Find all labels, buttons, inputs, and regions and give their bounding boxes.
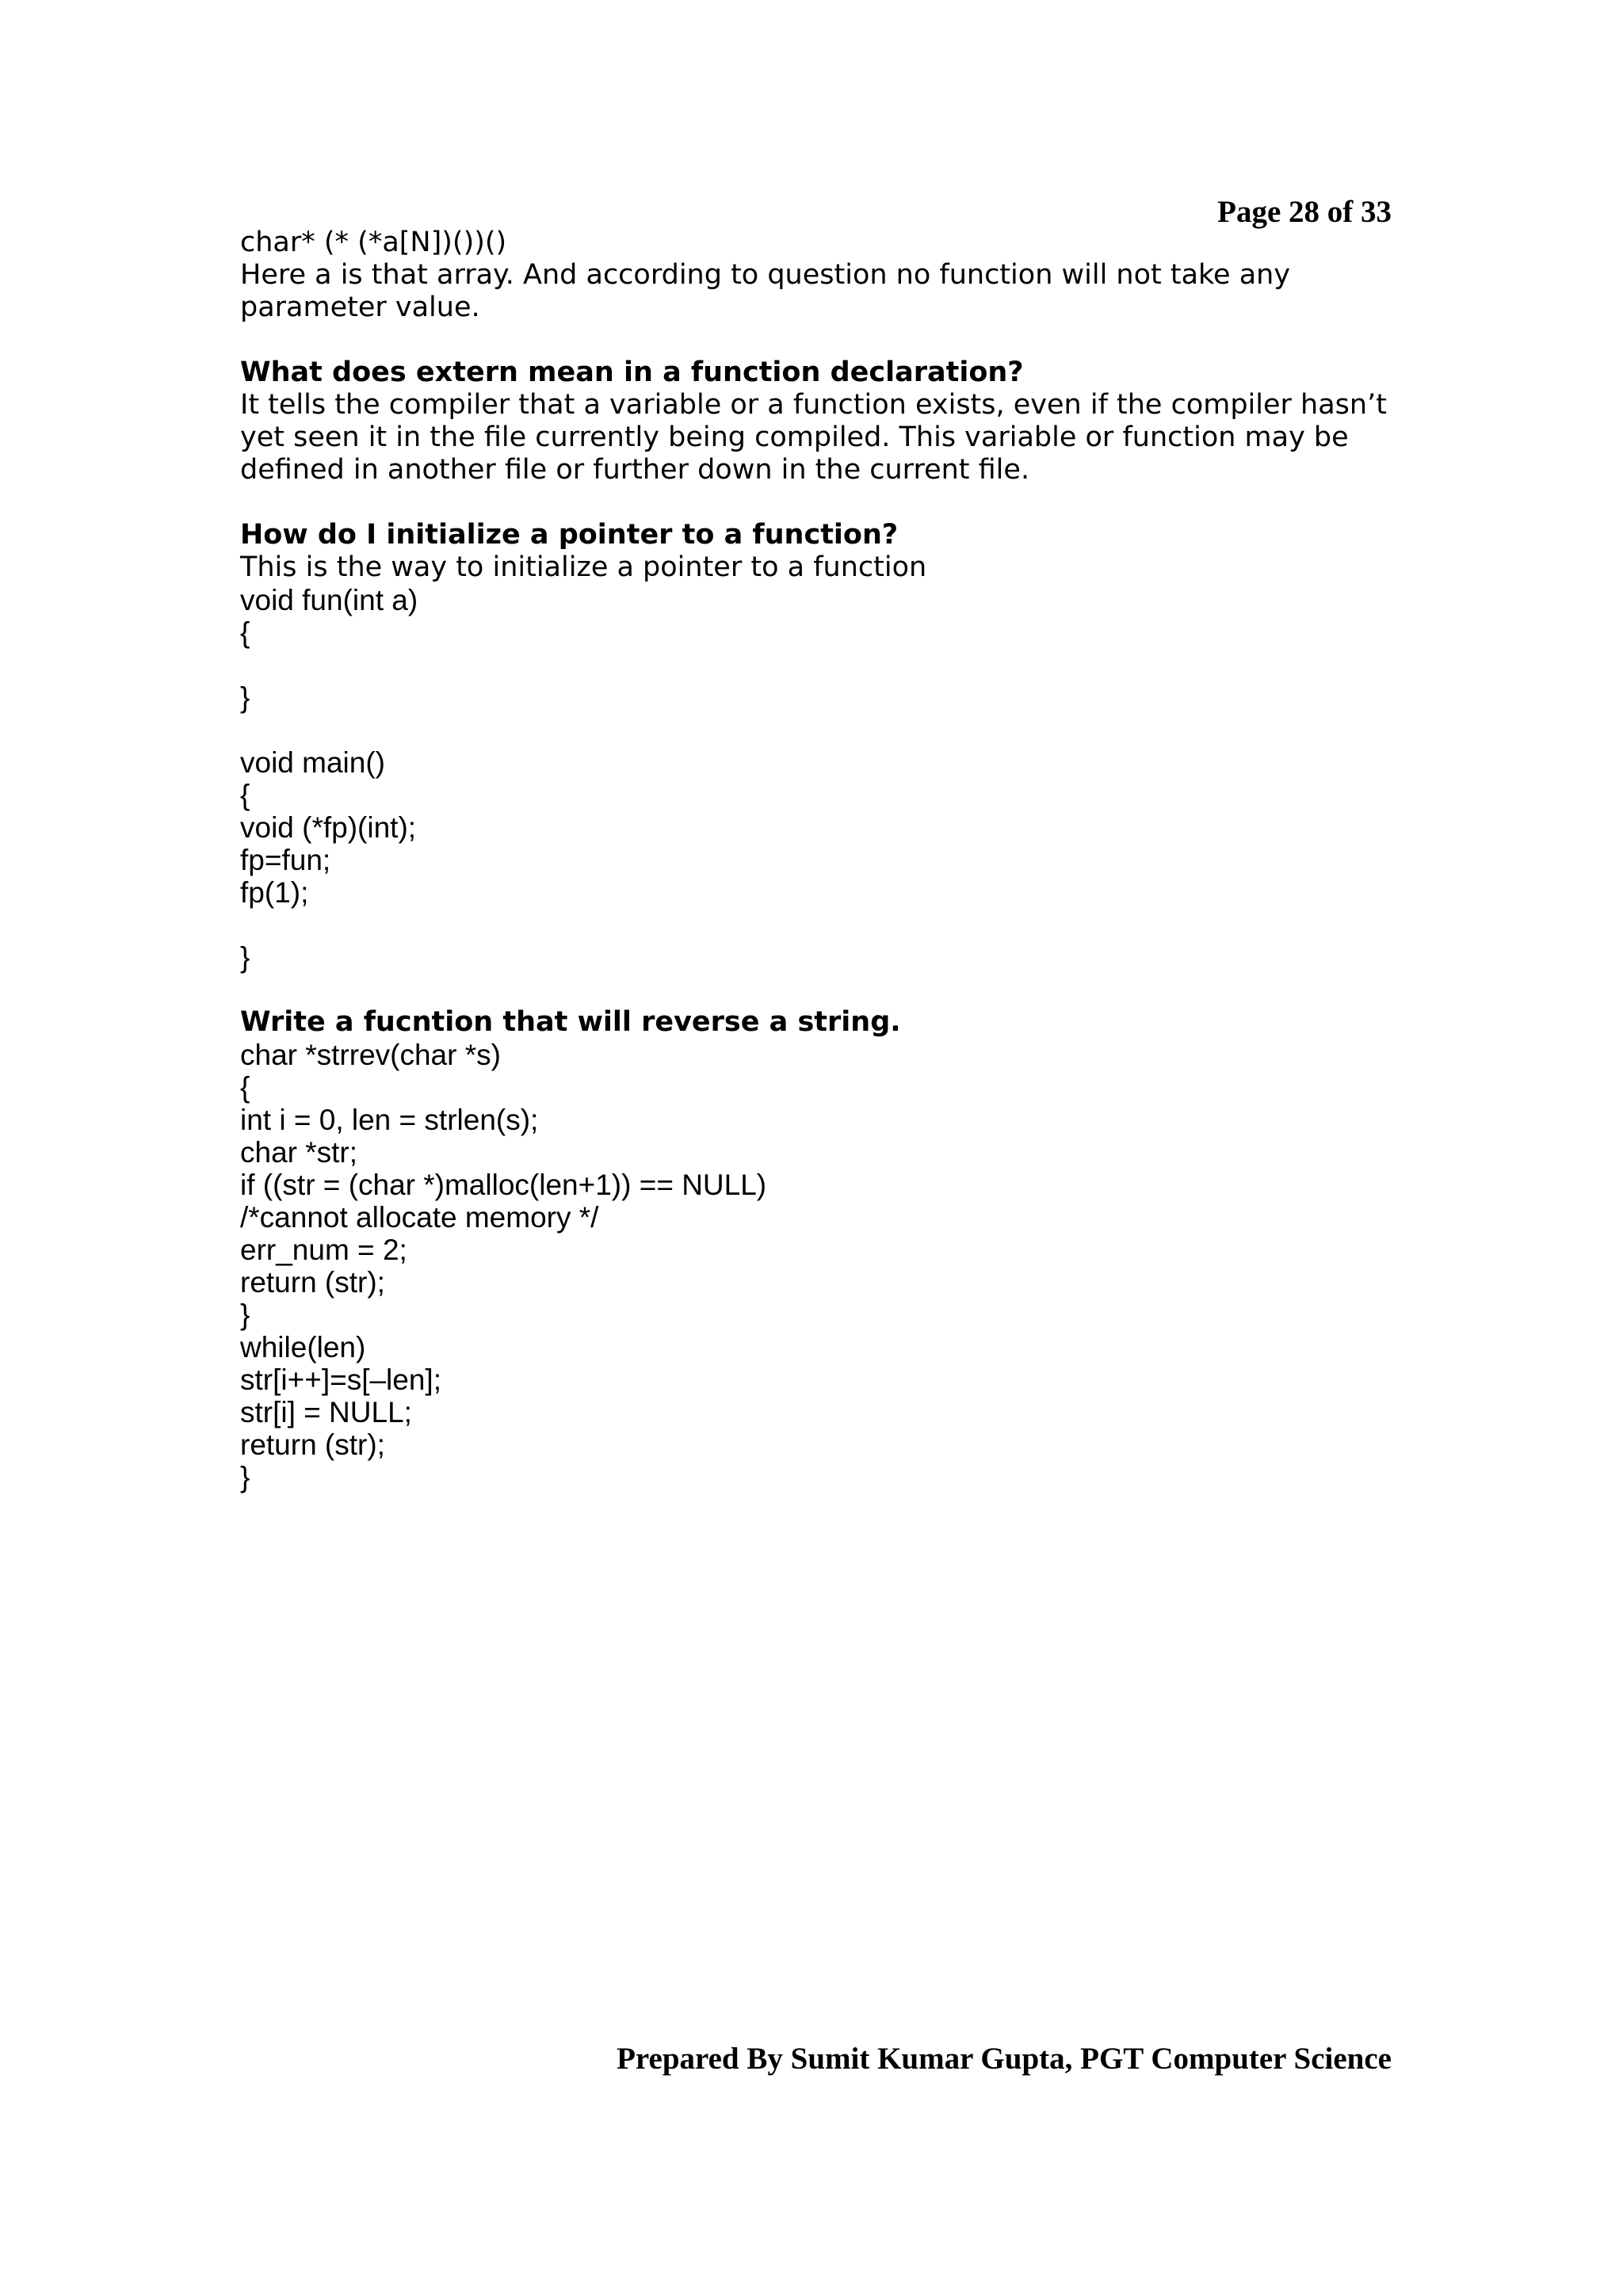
code-line: { (240, 1071, 250, 1104)
paragraph-line: It tells the compiler that a variable or a function exists, even if the compiler hasn’t (240, 389, 1387, 421)
paragraph-line: defined in another file or further down in the current file. (240, 454, 1030, 486)
code-line (240, 714, 1397, 746)
paragraph-line: yet seen it in the file currently being compiled. This variable or function may be (240, 421, 1349, 453)
code-line: char *strrev(char *s) (240, 1039, 501, 1071)
paragraph-line: Here a is that array. And according to question no function will not take any (240, 259, 1291, 291)
question-heading: How do I initialize a pointer to a function? (240, 519, 899, 551)
section-reverse-string (240, 1006, 1397, 1493)
question-heading: Write a fucntion that will reverse a string. (240, 1006, 901, 1038)
page-footer: Prepared By Sumit Kumar Gupta, PGT Computer Science (617, 2042, 1392, 2076)
code-line: } (240, 1461, 250, 1493)
code-line: err_num = 2; (240, 1234, 407, 1266)
code-line: return (str); (240, 1428, 385, 1461)
code-line: str[i] = NULL; (240, 1396, 412, 1428)
code-line: if ((str = (char *)malloc(len+1)) == NULL) (240, 1169, 767, 1201)
code-line: /*cannot allocate memory */ (240, 1201, 599, 1234)
code-line: { (240, 616, 250, 649)
code-line: int i = 0, len = strlen(s); (240, 1104, 539, 1136)
code-line (240, 649, 1397, 681)
code-line: } (240, 1299, 250, 1331)
page-content (240, 227, 1397, 1493)
section-array-declaration (240, 227, 1397, 324)
code-line: } (240, 941, 250, 974)
code-line: while(len) (240, 1331, 366, 1363)
code-line: str[i++]=s[–len]; (240, 1363, 441, 1396)
section-extern (240, 357, 1397, 486)
code-block (240, 584, 1397, 974)
code-line: fp(1); (240, 876, 309, 909)
code-line: return (str); (240, 1266, 385, 1299)
code-line: } (240, 681, 250, 714)
paragraph-line: parameter value. (240, 292, 480, 323)
code-line (240, 909, 1397, 941)
paragraph-line: This is the way to initialize a pointer to a function (240, 551, 927, 583)
paragraph-line: char* (* (*a[N])())() (240, 227, 507, 258)
page-number: Page 28 of 33 (1217, 195, 1392, 229)
code-line: void main() (240, 746, 385, 779)
code-line: void fun(int a) (240, 584, 418, 616)
code-line: char *str; (240, 1136, 358, 1169)
code-line: fp=fun; (240, 844, 331, 876)
code-line: void (*fp)(int); (240, 811, 417, 844)
question-heading: What does extern mean in a function declaration? (240, 357, 1024, 388)
code-line: { (240, 779, 250, 811)
section-function-pointer (240, 519, 1397, 974)
code-block (240, 1039, 1397, 1493)
